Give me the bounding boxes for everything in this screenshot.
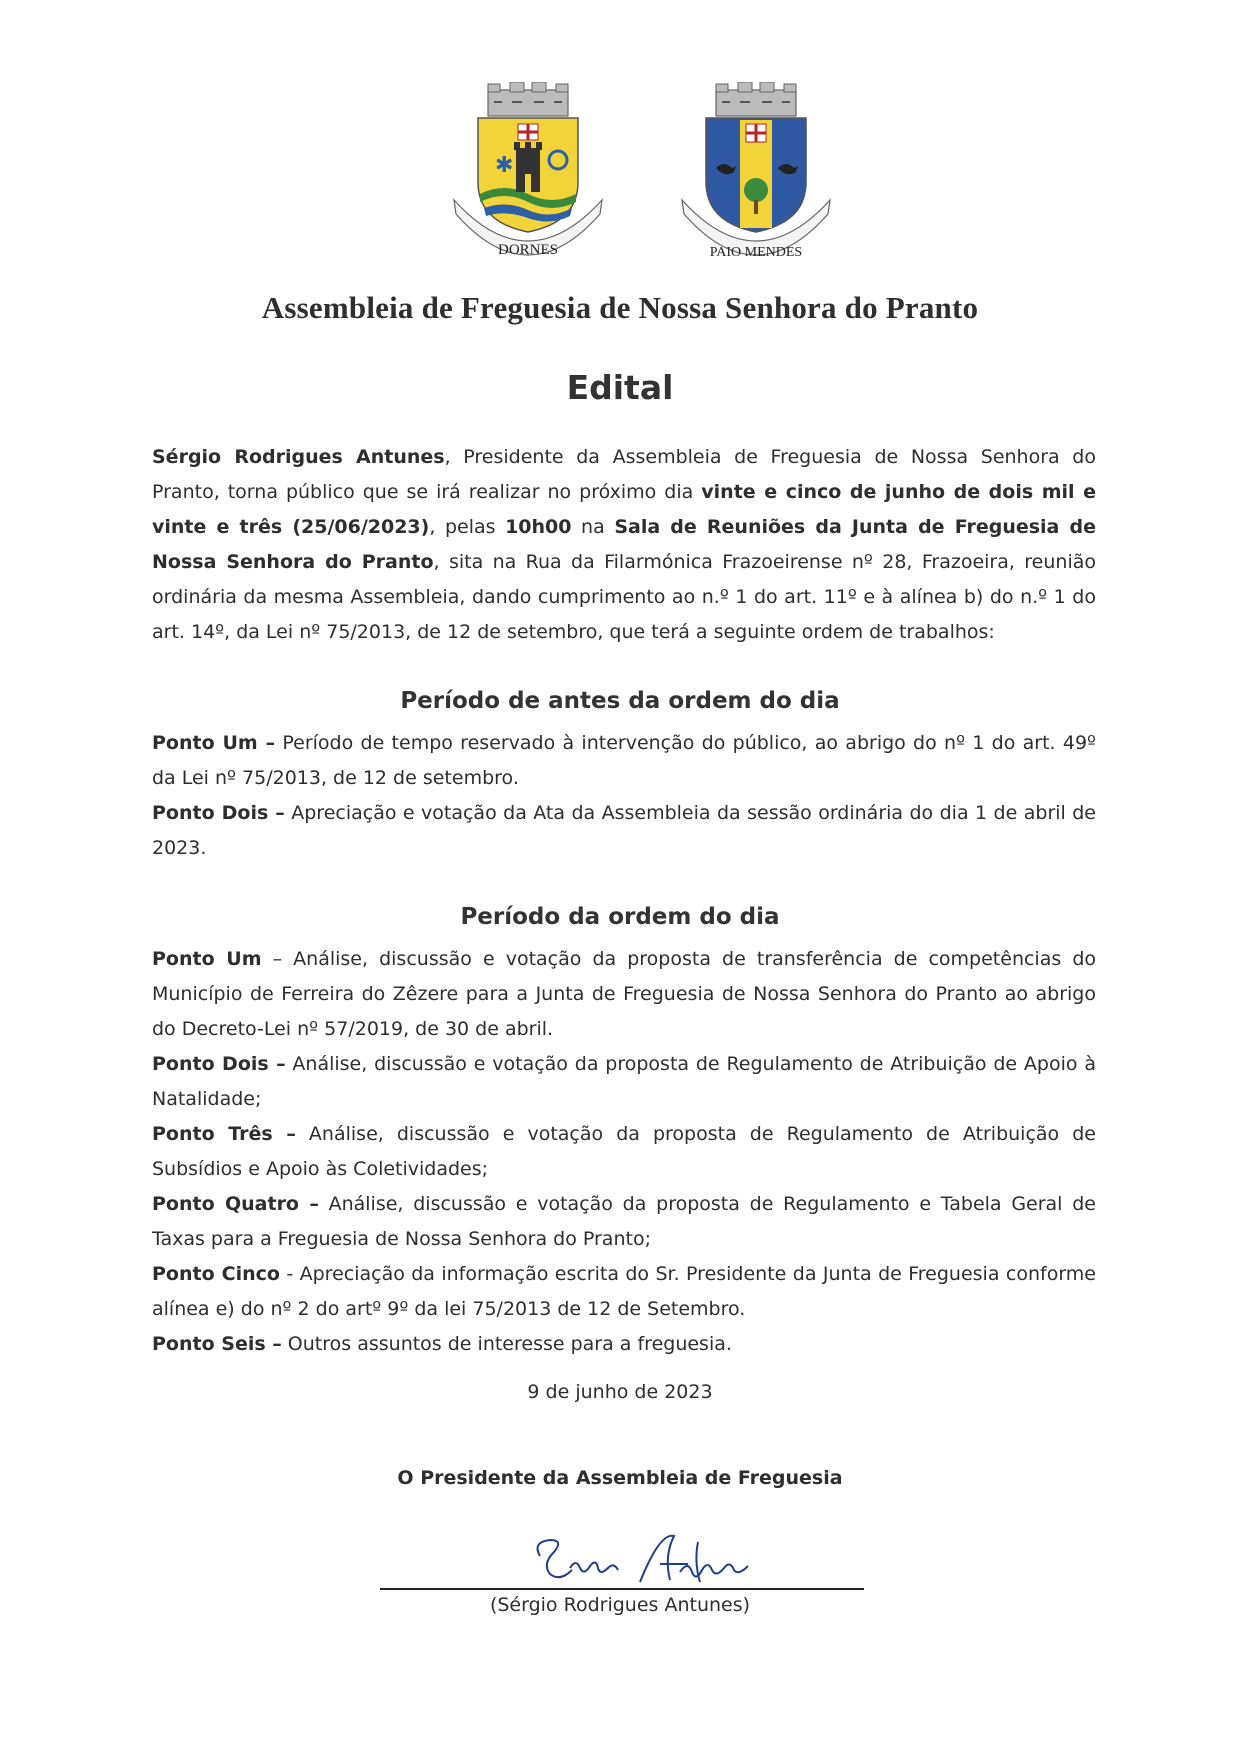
agenda-point <box>152 796 1096 866</box>
paio-mendes-coat-of-arms <box>668 82 844 260</box>
agenda-point <box>152 1187 1096 1257</box>
agenda-point <box>152 726 1096 796</box>
svg-text:✱: ✱ <box>495 153 514 178</box>
point-text: Outros assuntos de interesse para a freguesia. <box>281 1333 732 1355</box>
point-label: Ponto Dois – <box>152 802 285 824</box>
section-heading-agenda: Período da ordem do dia <box>460 904 780 930</box>
point-label: Ponto Um <box>152 948 262 970</box>
agenda-point <box>152 1047 1096 1117</box>
document-title: Edital <box>566 368 674 407</box>
president-name: Sérgio Rodrigues Antunes <box>152 446 445 468</box>
point-label: Ponto Quatro – <box>152 1193 319 1215</box>
paio-mendes-label: PAIO MENDES <box>709 245 803 260</box>
signature-line <box>380 1588 864 1590</box>
point-label: Ponto Um – <box>152 732 276 754</box>
point-label: Ponto Cinco <box>152 1263 280 1285</box>
dornes-label: DORNES <box>497 242 559 258</box>
signer-name: (Sérgio Rodrigues Antunes) <box>489 1594 751 1616</box>
intro-text-4: , sita na Rua da Filarmónica Frazoeirense nº 28, Frazoeira, reunião ordinária da mesma Assembleia, dando cumprimento ao n.º 1 do art. 11º e à alínea b) do n.º 1 do art. 14º, da Lei nº 75/2013, de 12 de setembro, que terá a seguinte ordem de trabalhos: <box>152 551 1096 643</box>
point-text: Análise, discussão e votação da proposta de Regulamento de Atribuição de Apoio à Natalidade; <box>152 1053 1096 1110</box>
agenda-point <box>152 1327 1096 1362</box>
point-label: Ponto Seis – <box>152 1333 282 1355</box>
intro-paragraph <box>152 440 1096 650</box>
dornes-coat-of-arms <box>440 82 616 260</box>
section-heading-before-agenda: Período de antes da ordem do dia <box>400 688 840 714</box>
point-text: Período de tempo reservado à intervenção do público, ao abrigo do nº 1 do art. 49º da Lei nº 75/2013, de 12 de setembro. <box>152 732 1096 789</box>
meeting-time: 10h00 <box>505 516 572 538</box>
point-text: Análise, discussão e votação da proposta de Regulamento de Atribuição de Subsídios e Apoio às Coletividades; <box>152 1123 1096 1180</box>
point-label: Ponto Três – <box>152 1123 296 1145</box>
before-agenda-points <box>152 726 1096 866</box>
document-date: 9 de junho de 2023 <box>527 1381 713 1403</box>
intro-text-3: na <box>571 516 615 538</box>
agenda-point <box>152 942 1096 1047</box>
agenda-point <box>152 1257 1096 1327</box>
point-text: - Apreciação da informação escrita do Sr. Presidente da Junta de Freguesia conforme alínea e) do nº 2 do artº 9º da lei 75/2013 de 12 de Setembro. <box>152 1263 1096 1320</box>
meeting-date: vinte e cinco de junho de dois mil e vinte e três (25/06/2023) <box>152 481 1096 538</box>
intro-text-1: , Presidente da Assembleia de Freguesia de Nossa Senhora do Pranto, torna público que se irá realizar no próximo dia <box>152 446 1096 503</box>
point-text: Apreciação e votação da Ata da Assembleia da sessão ordinária do dia 1 de abril de 2023. <box>152 802 1096 859</box>
agenda-point <box>152 1117 1096 1187</box>
intro-text-2: , pelas <box>429 516 506 538</box>
meeting-venue: Sala de Reuniões da Junta de Freguesia de Nossa Senhora do Pranto <box>152 516 1097 573</box>
assembly-title: Assembleia de Freguesia de Nossa Senhora do Pranto <box>261 290 979 325</box>
point-text: Análise, discussão e votação da proposta de Regulamento e Tabela Geral de Taxas para a Freguesia de Nossa Senhora do Pranto; <box>152 1193 1096 1250</box>
agenda-points <box>152 942 1096 1362</box>
signer-title: O Presidente da Assembleia de Freguesia <box>397 1467 843 1489</box>
point-text: – Análise, discussão e votação da proposta de transferência de competências do Município de Ferreira do Zêzere para a Junta de Freguesia de Nossa Senhora do Pranto ao abrigo do Decreto-Lei nº 57/2019, de 30 de abril. <box>152 948 1097 1040</box>
point-label: Ponto Dois – <box>152 1053 286 1075</box>
